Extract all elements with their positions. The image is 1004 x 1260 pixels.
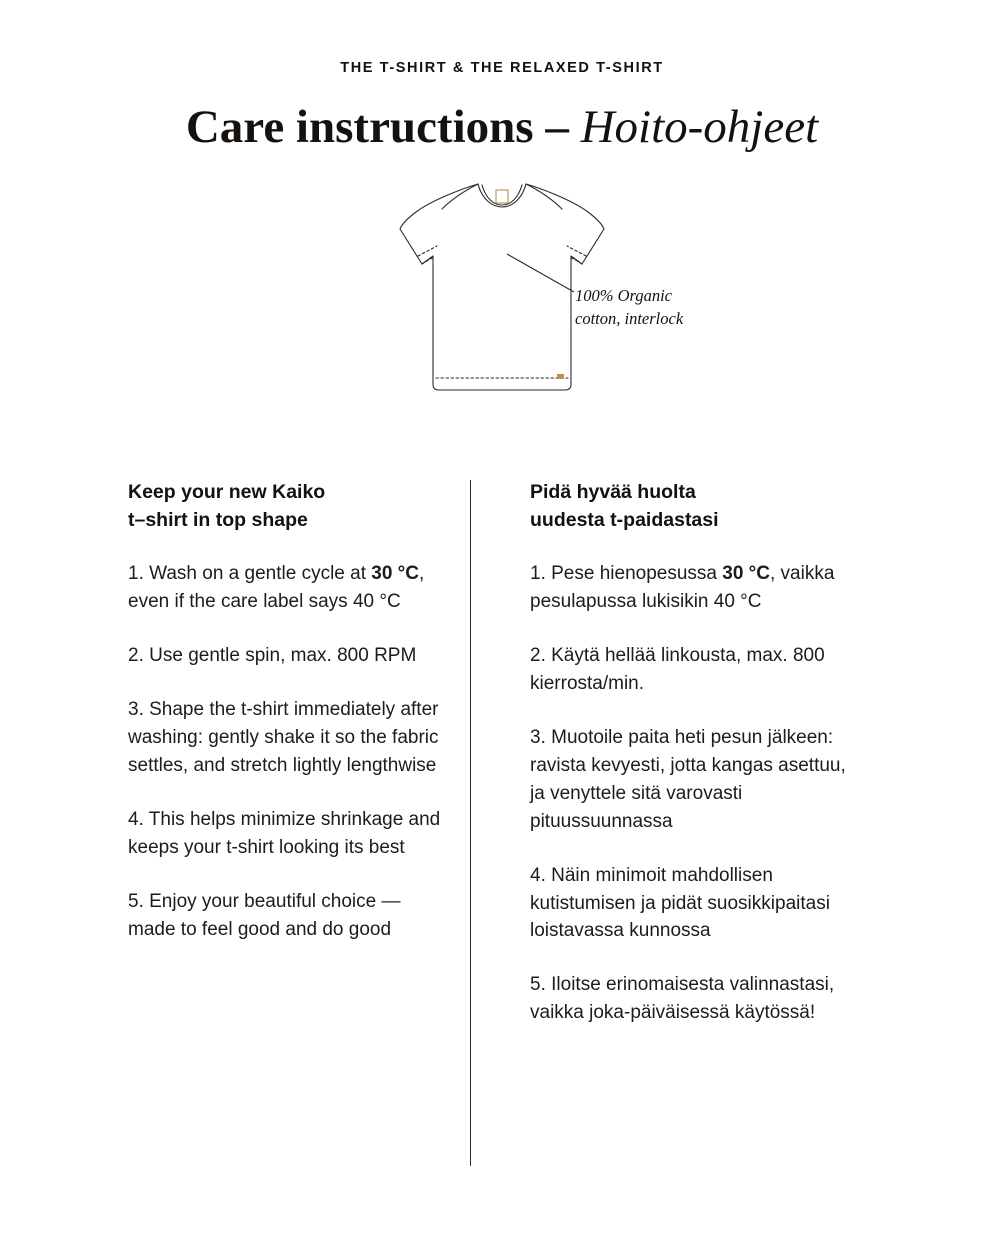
step-text-pre: 5. Enjoy your beautiful choice — made to feel good and do good [128, 890, 401, 940]
step-text-post: , vaikka pesulapussa lukisikin 40 °C [530, 563, 835, 613]
step-text-strong: 30 °C [722, 563, 770, 585]
column-finnish-heading [530, 478, 830, 535]
column-english [128, 478, 470, 1028]
eyebrow-text: THE T-SHIRT & THE RELAXED T-SHIRT [340, 60, 664, 76]
list-item [530, 642, 852, 698]
heading-line-2: t–shirt in top shape [128, 508, 308, 531]
care-instructions-page [0, 60, 1004, 1260]
step-text-pre: 2. Use gentle spin, max. 800 RPM [128, 645, 417, 667]
page-title-fi: Hoito-ohjeet [580, 101, 819, 153]
step-text-strong: 30 °C [371, 563, 419, 585]
fabric-note [575, 284, 683, 331]
step-text-pre: 1. Wash on a gentle cycle at [128, 563, 372, 585]
heading-line-1: Keep your new Kaiko [128, 480, 326, 503]
column-english-heading [128, 478, 428, 535]
list-item [128, 696, 450, 780]
step-text-pre: 3. Shape the t-shirt immediately after washing: gently shake it so the fabric settles, and stretch lightly lengthwise [128, 698, 439, 776]
illustration-area [0, 172, 1004, 432]
heading-line-2: uudesta t-paidastasi [530, 508, 719, 531]
page-title-dash: – [545, 101, 569, 153]
step-text-pre: 3. Muotoile paita heti pesun jälkeen: ravista kevyesti, jotta kangas asettuu, ja venyttele sitä varovasti pituussuunnassa [530, 726, 846, 832]
step-text-pre: 4. Näin minimoit mahdollisen kutistumisen ja pidät suosikkipaitasi loistavassa kunnossa [530, 864, 830, 942]
list-item [530, 971, 852, 1027]
list-item [530, 560, 852, 616]
step-text-pre: 4. This helps minimize shrinkage and keeps your t-shirt looking its best [128, 808, 441, 858]
fabric-note-line2: cotton, interlock [575, 309, 684, 329]
column-finnish [530, 478, 872, 1028]
list-item [530, 724, 852, 836]
page-title-en: Care instructions [185, 101, 534, 153]
list-item [128, 806, 450, 862]
list-item [128, 560, 450, 616]
list-item [530, 862, 852, 946]
list-item [128, 642, 450, 670]
page-title [0, 102, 1004, 154]
column-divider [470, 480, 471, 1166]
list-item [128, 888, 450, 944]
step-text-pre: 1. Pese hienopesussa [530, 563, 723, 585]
step-text-pre: 2. Käytä hellää linkousta, max. 800 kierrosta/min. [530, 645, 825, 694]
step-text-pre: 5. Iloitse erinomaisesta valinnastasi, vaikka joka-päiväisessä käytössä! [530, 974, 835, 1024]
instruction-columns [0, 478, 1004, 1028]
fabric-note-line1: 100% Organic [575, 285, 673, 305]
step-text-post: , even if the care label says 40 °C [128, 563, 425, 613]
heading-line-1: Pidä hyvää huolta [530, 480, 696, 503]
